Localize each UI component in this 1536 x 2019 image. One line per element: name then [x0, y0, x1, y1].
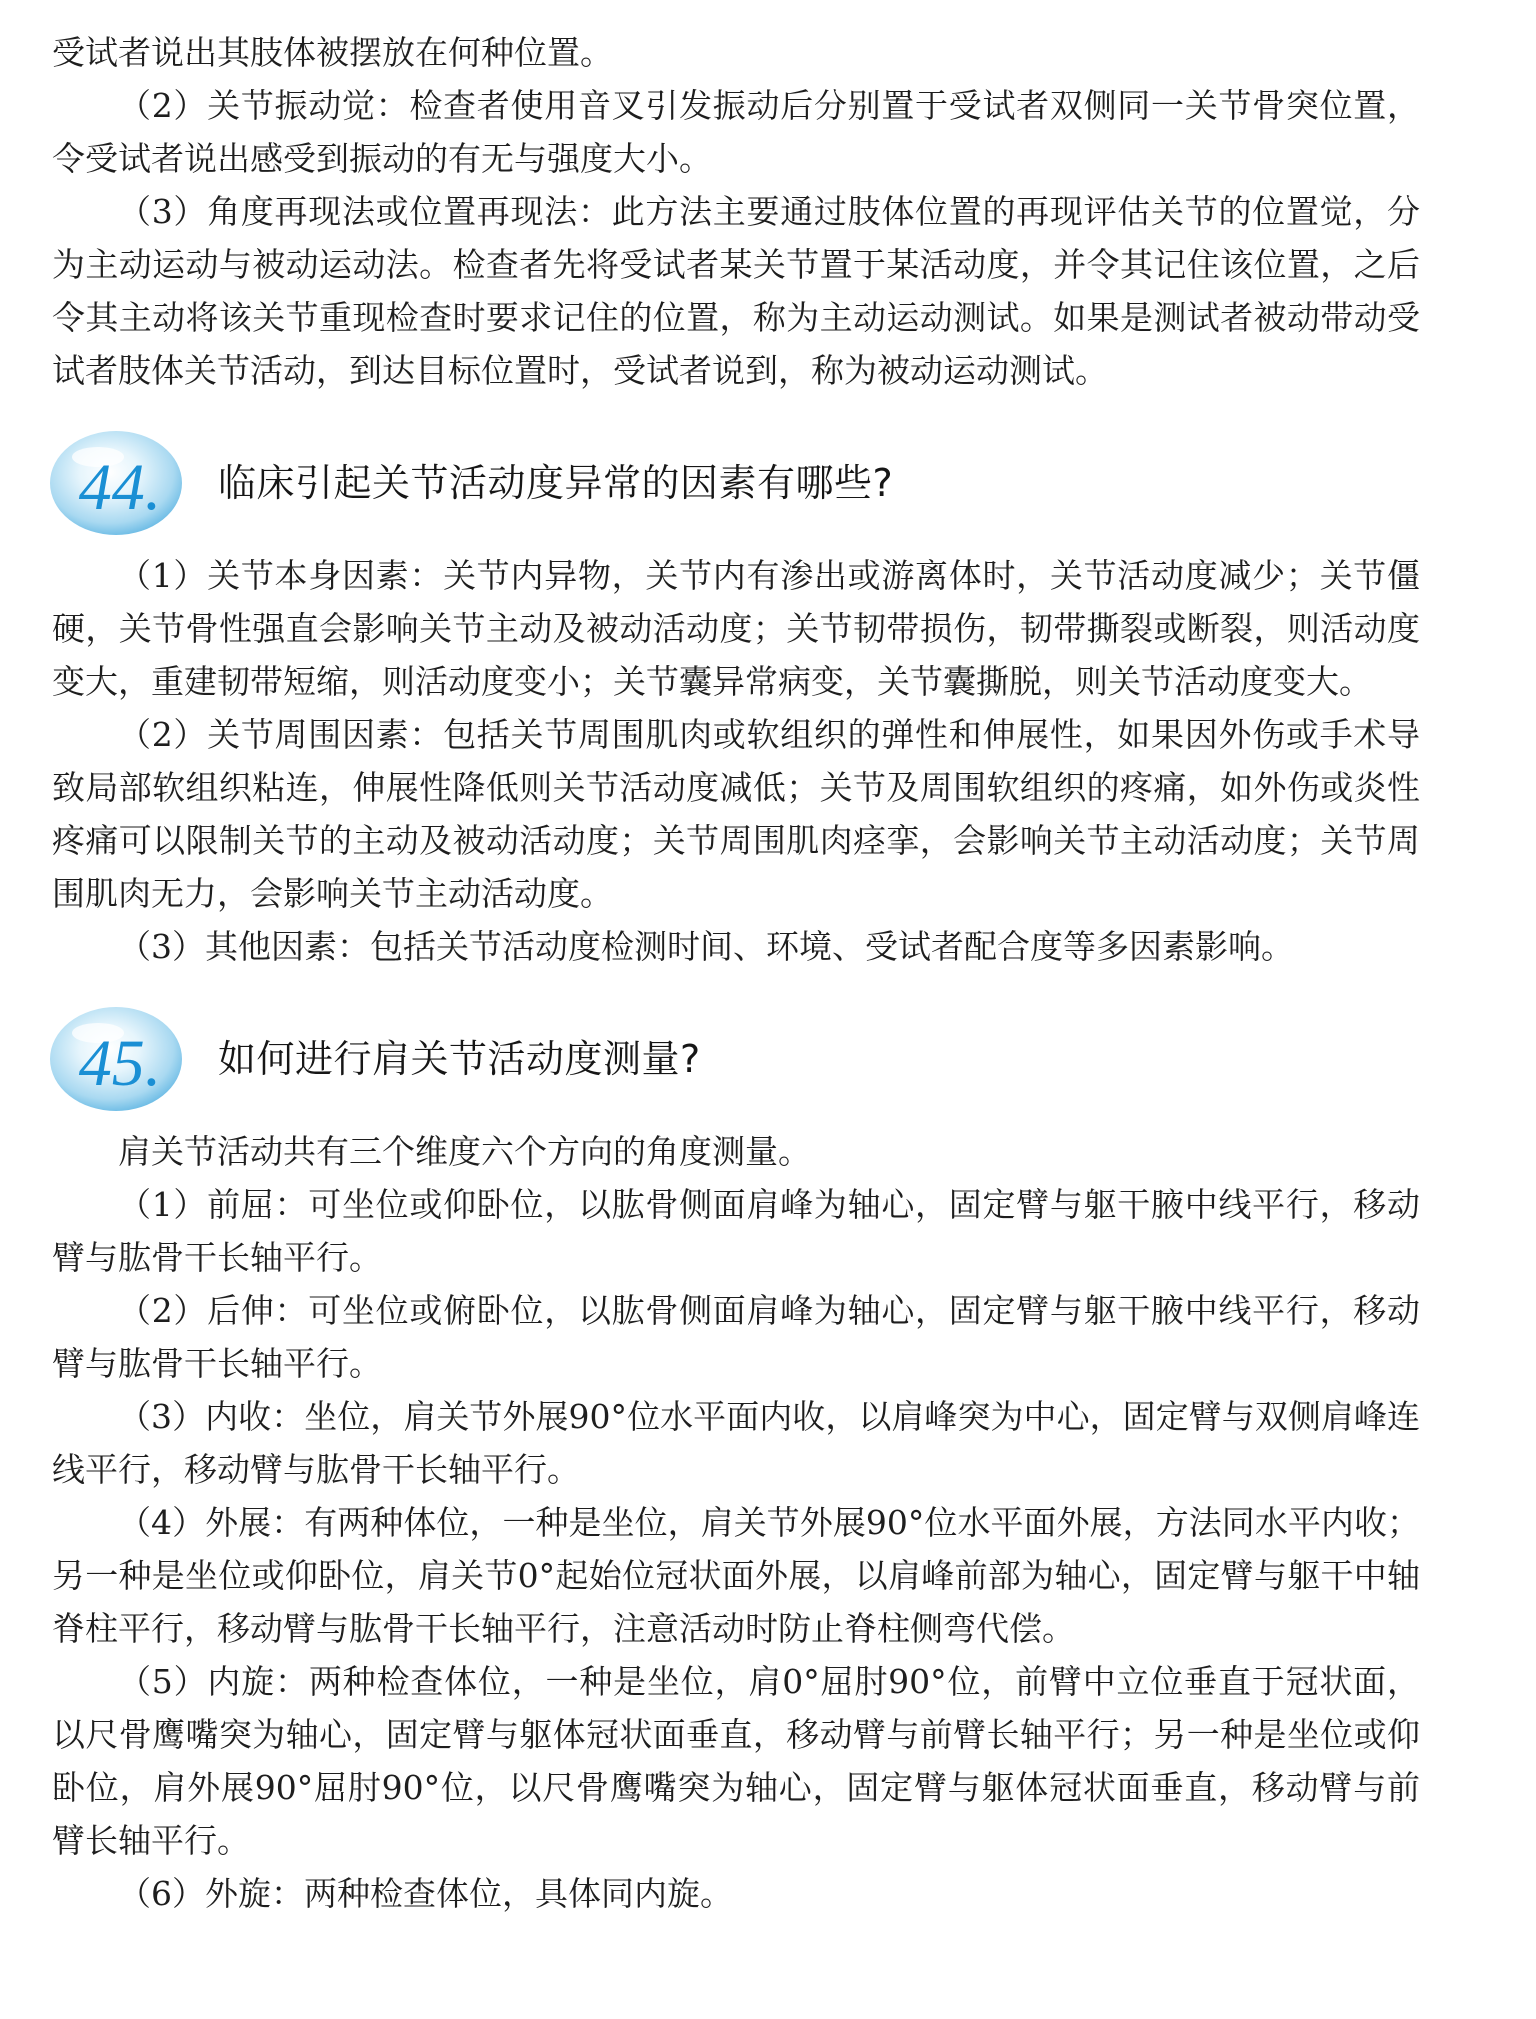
section-44-title: 临床引起关节活动度异常的因素有哪些? [218, 461, 894, 505]
section-45-paragraph-3: （3）内收：坐位，肩关节外展90°位水平面内收，以肩峰突为中心，固定臂与双侧肩峰连线平行，移动臂与肱骨干长轴平行。 [52, 1397, 1420, 1489]
intro-block [52, 26, 1420, 397]
section-44-paragraph-0: （1）关节本身因素：关节内异物，关节内有渗出或游离体时，关节活动度减少；关节僵硬，关节骨性强直会影响关节主动及被动活动度；关节韧带损伤，韧带撕裂或断裂，则活动度变大，重建韧带短缩，则活动度变小；关节囊异常病变，关节囊撕脱，则关节活动度变大。 [52, 556, 1420, 701]
section-44-paragraph-2: （3）其他因素：包括关节活动度检测时间、环境、受试者配合度等多因素影响。 [118, 927, 1294, 966]
section-45 [52, 1001, 1420, 1920]
section-45-paragraph-0: 肩关节活动共有三个维度六个方向的角度测量。 [118, 1132, 811, 1171]
section-44-number: 44. [78, 451, 162, 524]
section-45-paragraph-4: （4）外展：有两种体位，一种是坐位，肩关节外展90°位水平面外展，方法同水平内收；另一种是坐位或仰卧位，肩关节0°起始位冠状面外展，以肩峰前部为轴心，固定臂与躯干中轴脊柱平行，移动臂与肱骨干长轴平行，注意活动时防止脊柱侧弯代偿。 [52, 1503, 1420, 1648]
section-45-paragraph-2: （2）后伸：可坐位或俯卧位，以肱骨侧面肩峰为轴心，固定臂与躯干腋中线平行，移动臂与肱骨干长轴平行。 [52, 1291, 1420, 1383]
document-page [52, 26, 1420, 1920]
section-45-number: 45. [78, 1027, 162, 1100]
section-45-paragraph-1: （1）前屈：可坐位或仰卧位，以肱骨侧面肩峰为轴心，固定臂与躯干腋中线平行，移动臂与肱骨干长轴平行。 [52, 1185, 1420, 1277]
intro-paragraph-2: （3）角度再现法或位置再现法：此方法主要通过肢体位置的再现评估关节的位置觉，分为主动运动与被动运动法。检查者先将受试者某关节置于某活动度，并令其记住该位置，之后令其主动将该关节重现检查时要求记住的位置，称为主动运动测试。如果是测试者被动带动受试者肢体关节活动，到达目标位置时，受试者说到，称为被动运动测试。 [52, 192, 1420, 390]
intro-paragraph-0: 受试者说出其肢体被摆放在何种位置。 [52, 33, 613, 72]
section-44-number-badge [46, 425, 196, 543]
section-45-title: 如何进行肩关节活动度测量? [218, 1037, 701, 1081]
section-45-heading [52, 1001, 1420, 1119]
section-44-heading [52, 425, 1420, 543]
section-45-paragraph-5: （5）内旋：两种检查体位，一种是坐位，肩0°屈肘90°位，前臂中立位垂直于冠状面，以尺骨鹰嘴突为轴心，固定臂与躯体冠状面垂直，移动臂与前臂长轴平行；另一种是坐位或仰卧位，肩外展90°屈肘90°位，以尺骨鹰嘴突为轴心，固定臂与躯体冠状面垂直，移动臂与前臂长轴平行。 [52, 1662, 1420, 1860]
section-45-number-badge [46, 1001, 196, 1119]
section-44 [52, 425, 1420, 973]
section-44-paragraph-1: （2）关节周围因素：包括关节周围肌肉或软组织的弹性和伸展性，如果因外伤或手术导致局部软组织粘连，伸展性降低则关节活动度减低；关节及周围软组织的疼痛，如外伤或炎性疼痛可以限制关节的主动及被动活动度；关节周围肌肉痉挛，会影响关节主动活动度；关节周围肌肉无力，会影响关节主动活动度。 [52, 715, 1420, 913]
intro-paragraph-1: （2）关节振动觉：检查者使用音叉引发振动后分别置于受试者双侧同一关节骨突位置，令受试者说出感受到振动的有无与强度大小。 [52, 86, 1420, 178]
section-45-paragraph-6: （6）外旋：两种检查体位，具体同内旋。 [118, 1874, 733, 1913]
